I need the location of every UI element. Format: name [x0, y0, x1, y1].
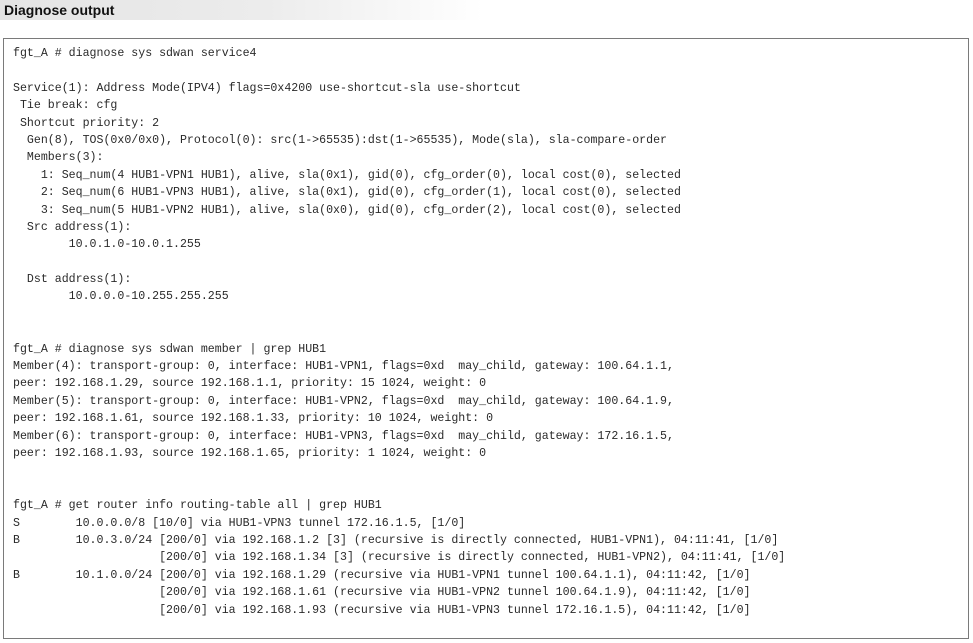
terminal-line: Member(6): transport-group: 0, interface: HUB1-VPN3, flags=0xd may_child, gateway: 172.16.1.5,: [13, 429, 674, 443]
terminal-line: [13, 62, 968, 79]
terminal-line: peer: 192.168.1.93, source 192.168.1.65, priority: 1 1024, weight: 0: [13, 446, 487, 460]
terminal-line: [13, 306, 968, 323]
terminal-line: Src address(1):: [13, 220, 132, 234]
terminal-line: Dst address(1):: [13, 273, 132, 287]
terminal-output: [4, 39, 968, 619]
terminal-line: [200/0] via 192.168.1.34 [3] (recursive is directly connected, HUB1-VPN2), 04:11:41, [1/0]: [13, 551, 786, 565]
terminal-line: Shortcut priority: 2: [13, 116, 160, 130]
terminal-line: 10.0.1.0-10.0.1.255: [13, 238, 201, 252]
terminal-line: 2: Seq_num(6 HUB1-VPN3 HUB1), alive, sla(0x1), gid(0), cfg_order(1), local cost(0), selected: [13, 186, 681, 200]
terminal-line: Member(4): transport-group: 0, interface: HUB1-VPN1, flags=0xd may_child, gateway: 100.64.1.1,: [13, 360, 674, 374]
terminal-line: B 10.1.0.0/24 [200/0] via 192.168.1.29 (recursive via HUB1-VPN1 tunnel 100.64.1.1), 04:11:42, [1/0]: [13, 568, 751, 582]
terminal-output-panel: [3, 38, 969, 639]
terminal-line: 10.0.0.0-10.255.255.255: [13, 290, 229, 304]
terminal-line: [13, 254, 968, 271]
terminal-line: 3: Seq_num(5 HUB1-VPN2 HUB1), alive, sla(0x0), gid(0), cfg_order(2), local cost(0), selected: [13, 203, 681, 217]
terminal-line: [13, 480, 968, 497]
terminal-line: [13, 462, 968, 479]
page-title: Diagnose output: [0, 0, 484, 20]
terminal-line: peer: 192.168.1.61, source 192.168.1.33, priority: 10 1024, weight: 0: [13, 412, 494, 426]
terminal-line: fgt_A # get router info routing-table all | grep HUB1: [13, 499, 382, 513]
terminal-line: Service(1): Address Mode(IPV4) flags=0x4200 use-shortcut-sla use-shortcut: [13, 81, 521, 95]
terminal-line: [200/0] via 192.168.1.93 (recursive via HUB1-VPN3 tunnel 172.16.1.5), 04:11:42, [1/0]: [13, 603, 751, 617]
terminal-line: peer: 192.168.1.29, source 192.168.1.1, priority: 15 1024, weight: 0: [13, 377, 487, 391]
terminal-line: B 10.0.3.0/24 [200/0] via 192.168.1.2 [3] (recursive is directly connected, HUB1-VPN1), 04:11:41, [1/0]: [13, 533, 779, 547]
terminal-line: Members(3):: [13, 151, 104, 165]
terminal-line: S 10.0.0.0/8 [10/0] via HUB1-VPN3 tunnel 172.16.1.5, [1/0]: [13, 516, 466, 530]
terminal-line: fgt_A # diagnose sys sdwan service4: [13, 47, 257, 60]
terminal-line: [200/0] via 192.168.1.61 (recursive via HUB1-VPN2 tunnel 100.64.1.9), 04:11:42, [1/0]: [13, 586, 751, 600]
terminal-line: Tie break: cfg: [13, 99, 118, 113]
terminal-line: Member(5): transport-group: 0, interface: HUB1-VPN2, flags=0xd may_child, gateway: 100.64.1.9,: [13, 394, 674, 408]
terminal-line: fgt_A # diagnose sys sdwan member | grep HUB1: [13, 342, 327, 356]
terminal-line: [13, 323, 968, 340]
terminal-line: 1: Seq_num(4 HUB1-VPN1 HUB1), alive, sla(0x1), gid(0), cfg_order(0), local cost(0), selected: [13, 168, 681, 182]
terminal-line: Gen(8), TOS(0x0/0x0), Protocol(0): src(1->65535):dst(1->65535), Mode(sla), sla-compare-order: [13, 133, 667, 147]
